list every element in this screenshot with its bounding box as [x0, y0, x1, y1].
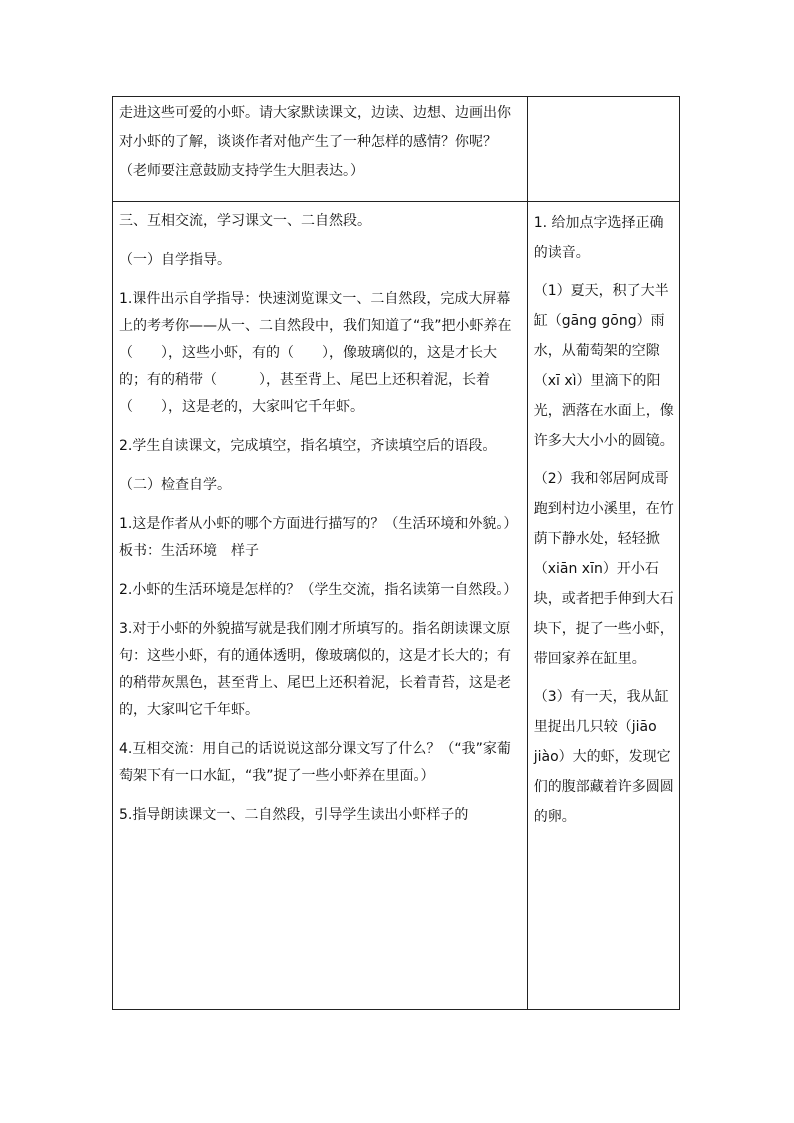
exercise-item: （1）夏天，积了大半缸（gāng gōng）雨水，从葡萄架的空隙（xī xì）里滴下的阳光，洒落在水面上，像许多大大小小的圆镜。: [533, 283, 674, 449]
lesson-paragraph: 2.学生自读课文，完成填空，指名填空，齐读填空后的语段。: [119, 438, 497, 454]
lesson-steps-cell: [113, 202, 528, 1010]
subsection-heading: （一）自学指导。: [119, 252, 231, 268]
lesson-steps-cell: [113, 97, 528, 202]
exercise-item: （2）我和邻居阿成哥跑到村边小溪里，在竹荫下静水处，轻轻掀（xiān xīn）开小石块，或者把手伸到大石块下，捉了一些小虾，带回家养在缸里。: [533, 471, 674, 667]
table-row: [113, 97, 680, 202]
section-heading: 三、互相交流，学习课文一、二自然段。: [119, 213, 371, 229]
exercise-cell: [527, 97, 679, 202]
exercise-item: （3）有一天，我从缸里捉出几只较（jiāo jiào）大的虾，发现它们的腹部藏着许多圆圆的卵。: [533, 689, 674, 825]
table-row: [113, 202, 680, 1010]
intro-paragraph: 走进这些可爱的小虾。请大家默读课文，边读、边想、边画出你对小虾的了解，谈谈作者对他产生了一种怎样的感情？你呢？（老师要注意鼓励支持学生大胆表达。）: [119, 105, 511, 179]
exercise-cell: [527, 202, 679, 1010]
lesson-paragraph: 1.这是作者从小虾的哪个方面进行描写的？（生活环境和外貌。）板书：生活环境 样子: [119, 516, 518, 559]
lesson-paragraph: 3.对于小虾的外貌描写就是我们刚才所填写的。指名朗读课文原句：这些小虾，有的通体透明，像玻璃似的，这是才长大的；有的稍带灰黑色，甚至背上、尾巴上还积着泥，长着青苔，这是老的，大家叫它千年虾。: [119, 621, 511, 718]
lesson-paragraph: 5.指导朗读课文一、二自然段，引导学生读出小虾样子的: [119, 807, 469, 823]
lesson-paragraph: 2.小虾的生活环境是怎样的？（学生交流，指名读第一自然段。）: [119, 582, 518, 598]
lesson-paragraph: 4.互相交流：用自己的话说说这部分课文写了什么？（“我”家葡萄架下有一口水缸，“我”捉了一些小虾养在里面。）: [119, 741, 511, 784]
exercise-instruction: 1. 给加点字选择正确的读音。: [533, 215, 664, 261]
subsection-heading: （二）检查自学。: [119, 477, 231, 493]
lesson-table: [112, 96, 680, 1010]
lesson-paragraph: 1.课件出示自学指导：快速浏览课文一、二自然段，完成大屏幕上的考考你——从一、二自然段中，我们知道了“我”把小虾养在（ ），这些小虾，有的（ ），像玻璃似的，这是才长大的；有的稍带（ ），甚至背上、尾巴上还积着泥，长着（ ），这是老的，大家叫它千年虾。: [119, 291, 512, 415]
